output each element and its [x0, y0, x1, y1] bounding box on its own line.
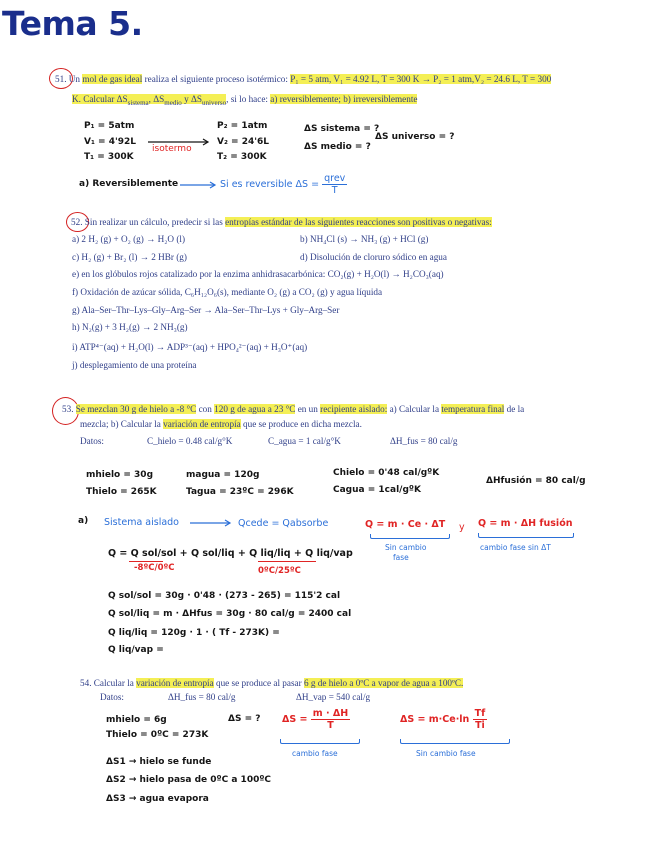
hw-range-2: 0ºC/25ºC — [258, 566, 301, 576]
hw-ds-formula-2: ΔS = m·Ce·ln $\frac{Tf}{Ti}$ — [400, 708, 486, 731]
problem-51-line2: K. Calcular $\Delta S_{sistema}$, $\Delta S_{medio}$ y $\Delta S_{universo}$, si lo hace: a) reversiblemente; b) irreversiblemente — [72, 94, 418, 107]
p52-item-c: c) H₂ (g) + Br₂ (l) → 2 HBr (g) — [72, 252, 187, 262]
hw-t-hielo-54: Thielo = 0ºC = 273K — [106, 730, 209, 740]
hw-qcede-qabsorbe: Qcede = Qabsorbe — [238, 518, 329, 529]
problem-52-intro: 52. Sin realizar un cálculo, predecir si las entropías estándar de las siguientes reacciones son positivas o negativas: — [71, 217, 492, 227]
hw-t1: T₁ = 300K — [84, 152, 134, 162]
p53-datos-dh-fus: ΔH_fus = 80 cal/g — [390, 436, 458, 446]
page-title: Tema 5. — [2, 4, 143, 43]
p52-item-h: h) N₂(g) + 3 H₂(g) → 2 NH₃(g) — [72, 322, 188, 332]
problem-53-number: 53. — [62, 404, 74, 414]
problem-53-line1: 53. Se mezclan 30 g de hielo a -8 °C con 120 g de agua a 23 °C en un recipiente aislado: a) Calcular la temperatura final de la — [62, 404, 525, 414]
p52-item-d: d) Disolución de cloruro sódico en agua — [300, 252, 447, 262]
problem-54-line1: 54. Calcular la variación de entropía que se produce al pasar 6 g de hielo a 0ºC a vapor de agua a 100ºC. — [80, 678, 464, 688]
hw-cambio-fase-54: cambio fase — [292, 749, 338, 758]
p53-datos-c-hielo: C_hielo = 0.48 cal/g°K — [147, 436, 233, 446]
hw-ds-unknown: ΔS = ? — [228, 714, 261, 724]
problem-53-line2: mezcla; b) Calcular la variación de entropía que se produce en dicha mezcla. — [80, 419, 362, 429]
hw-t2: T₂ = 300K — [217, 152, 267, 162]
p52-item-j: j) desplegamiento de una proteína — [72, 360, 197, 370]
p52-item-g: g) Ala–Ser–Thr–Lys–Gly–Arg–Ser → Ala–Ser–Thr–Lys + Gly–Arg–Ser — [72, 305, 340, 315]
problem-54-number: 54. — [80, 678, 92, 688]
hw-m-agua: magua = 120g — [186, 470, 260, 480]
hw-sistema-aislado: Sistema aislado — [104, 517, 179, 528]
p54-datos-label: Datos: — [100, 692, 124, 702]
hw-cambio-fase: cambio fase sin ΔT — [480, 543, 551, 552]
hw-p1: P₁ = 5atm — [84, 121, 135, 131]
hw-si-reversible: Si es reversible ΔS = $\frac{\text{qrev}}{T}$ — [220, 173, 346, 196]
p54-datos-dh-fus: ΔH_fus = 80 cal/g — [168, 692, 236, 702]
hw-t-agua: Tagua = 23ºC = 296K — [186, 487, 294, 497]
hw-ds-formula-1: ΔS = $\frac{m \cdot \Delta H}{T}$ — [282, 708, 349, 731]
hw-dh-fusion: ΔHfusión = 80 cal/g — [486, 476, 586, 486]
p52-item-f: f) Oxidación de azúcar sólida, C₆H₁₂O₆(s), mediante O₂ (g) a CO₂ (g) y agua líquida — [72, 287, 383, 297]
hw-v1: V₁ = 4'92L — [84, 137, 136, 147]
hw-m-hielo: mhielo = 30g — [86, 470, 154, 480]
fraction-tf-ti: $\frac{Tf}{Ti}$ — [474, 708, 486, 731]
hw-q-sol-sol: Q sol/sol = 30g · 0'48 · (273 - 265) = 115'2 cal — [108, 591, 341, 601]
hw-q-liq-vap: Q liq/vap = — [108, 645, 164, 655]
hw-q-formula-2: Q = m · ΔH fusión — [478, 518, 573, 529]
p54-datos-dh-vap: ΔH_vap = 540 cal/g — [296, 692, 371, 702]
hw-q-sum: Q = Q sol/sol + Q sol/liq + Q liq/liq + Q liq/vap — [108, 548, 353, 559]
hw-ds-sistema: ΔS sistema = ? — [304, 124, 380, 134]
hw-q-liq-liq: Q liq/liq = 120g · 1 · ( Tf - 273K) = — [108, 628, 280, 638]
hw-y: y — [459, 522, 465, 533]
p52-item-e: e) en los glóbulos rojos catalizado por la enzima anhidrasacarbónica: CO₂(g) + H₂O(l) → H₂CO₃(aq) — [72, 269, 444, 279]
p52-item-b: b) NH₄Cl (s) → NH₃ (g) + HCl (g) — [300, 234, 429, 244]
hw-sin-cambio: Sin cambio — [385, 543, 427, 552]
problem-51-line1: 51. Un mol de gas ideal realiza el siguiente proceso isotérmico: P₁ = 5 atm, V₁ = 4.92 L, T = 300 K → P₂ = 1 atm,V₂ = 24.6 L, T = 300 — [55, 74, 552, 84]
fraction-qrev-t: $\frac{\text{qrev}}{T}$ — [324, 173, 346, 196]
hw-t-hielo: Thielo = 265K — [86, 487, 157, 497]
hw-isotermo: isotermo — [152, 144, 192, 154]
hw-ds3: ΔS3 → agua evapora — [106, 794, 209, 804]
p53-datos-label: Datos: — [80, 436, 104, 446]
problem-51-number: 51. — [55, 74, 67, 84]
p53-datos-c-agua: C_agua = 1 cal/g°K — [268, 436, 341, 446]
hw-ds-universo: ΔS universo = ? — [375, 132, 455, 142]
p52-item-a: a) 2 H₂ (g) + O₂ (g) → H₂O (l) — [72, 234, 186, 244]
hw-ds-medio: ΔS medio = ? — [304, 142, 371, 152]
hw-c-hielo: Chielo = 0'48 cal/gºK — [333, 468, 440, 478]
hw-q-sol-liq: Q sol/liq = m · ΔHfus = 30g · 80 cal/g = 2400 cal — [108, 609, 352, 619]
hw-a-reversiblemente: a) Reversiblemente — [79, 179, 179, 189]
hw-range-1: -8ºC/0ºC — [134, 563, 175, 573]
hw-m-hielo-54: mhielo = 6g — [106, 715, 167, 725]
hw-p2: P₂ = 1atm — [217, 121, 268, 131]
hw-ds1: ΔS1 → hielo se funde — [106, 757, 212, 767]
hw-sin-cambio-fase-54: Sin cambio fase — [416, 749, 476, 758]
problem-52-number: 52. — [71, 217, 83, 227]
hw-fase: fase — [393, 553, 409, 562]
fraction-mdh-t: $\frac{m \cdot \Delta H}{T}$ — [312, 708, 349, 731]
hw-q-formula-1: Q = m · Ce · ΔT — [365, 519, 446, 530]
p52-item-i: i) ATP⁴⁻(aq) + H₂O(l) → ADP³⁻(aq) + HPO₄²⁻(aq) + H₃O⁺(aq) — [72, 342, 308, 352]
hw-a-label: a) — [78, 516, 89, 526]
hw-c-agua: Cagua = 1cal/gºK — [333, 485, 421, 495]
hw-ds2: ΔS2 → hielo pasa de 0ºC a 100ºC — [106, 775, 272, 785]
hw-v2: V₂ = 24'6L — [217, 137, 269, 147]
